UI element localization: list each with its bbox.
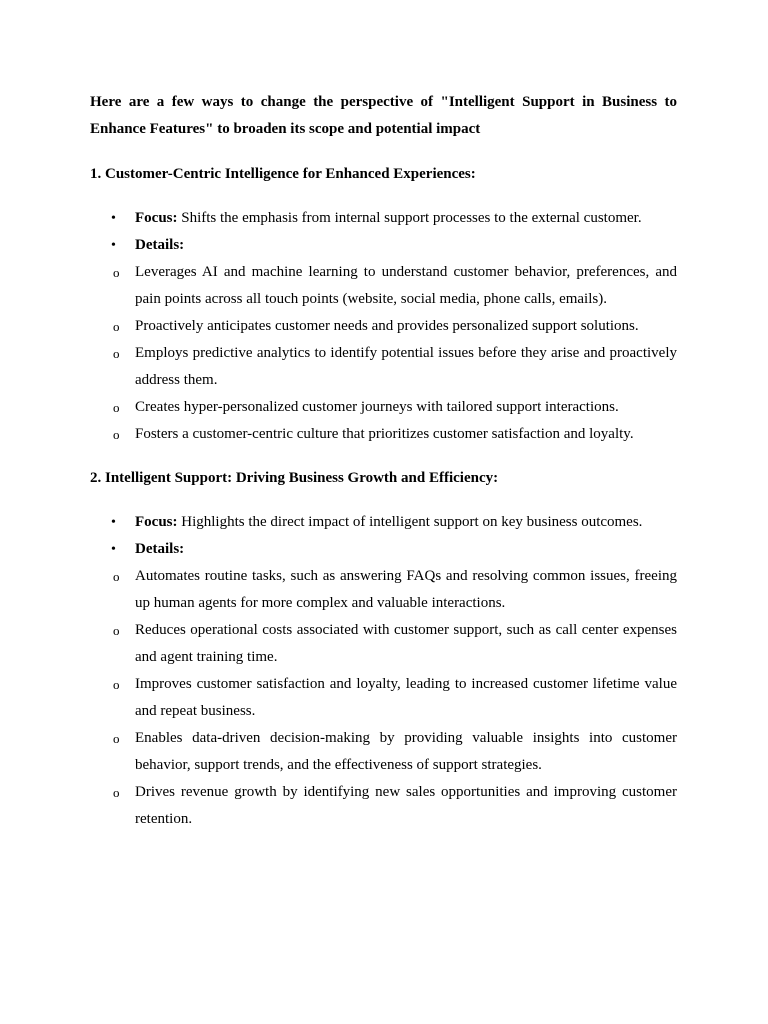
- sub-bullet-icon: o: [113, 319, 120, 334]
- sub-bullet-icon: o: [113, 677, 120, 692]
- section-1-list: [90, 205, 677, 259]
- detail-text: Reduces operational costs associated with customer support, such as call center expenses and agent training time.: [135, 622, 677, 665]
- list-item: [90, 671, 677, 725]
- focus-label: Focus:: [135, 514, 178, 530]
- list-item: [90, 313, 677, 340]
- document-page: [90, 89, 677, 833]
- list-item: [90, 617, 677, 671]
- sub-bullet-icon: o: [113, 265, 120, 280]
- sub-bullet-icon: o: [113, 785, 120, 800]
- detail-text: Enables data-driven decision-making by providing valuable insights into customer behavior, support trends, and the effectiveness of support strategies.: [135, 730, 677, 773]
- list-item: [90, 340, 677, 394]
- details-label: Details:: [135, 541, 185, 557]
- section-2-focus-item: [90, 509, 677, 536]
- detail-text: Fosters a customer-centric culture that prioritizes customer satisfaction and loyalty.: [135, 426, 634, 442]
- bullet-icon: •: [111, 238, 116, 253]
- section-2-heading: 2. Intelligent Support: Driving Business Growth and Efficiency:: [90, 470, 499, 486]
- detail-text: Proactively anticipates customer needs and provides personalized support solutions.: [135, 318, 639, 334]
- list-item: [90, 394, 677, 421]
- detail-text: Improves customer satisfaction and loyalty, leading to increased customer lifetime value and repeat business.: [135, 676, 677, 719]
- list-item: [90, 779, 677, 833]
- detail-text: Employs predictive analytics to identify potential issues before they arise and proactively address them.: [135, 345, 677, 388]
- sub-bullet-icon: o: [113, 569, 120, 584]
- detail-text: Drives revenue growth by identifying new sales opportunities and improving customer retention.: [135, 784, 677, 827]
- section-1-heading: 1. Customer-Centric Intelligence for Enhanced Experiences:: [90, 166, 476, 182]
- bullet-icon: •: [111, 542, 116, 557]
- section-1-details-item: [90, 232, 677, 259]
- section-2-details-list: [90, 563, 677, 833]
- focus-text: Shifts the emphasis from internal support processes to the external customer.: [177, 210, 642, 226]
- section-1-focus-item: [90, 205, 677, 232]
- sub-bullet-icon: o: [113, 427, 120, 442]
- focus-label: Focus:: [135, 210, 178, 226]
- focus-text: Highlights the direct impact of intelligent support on key business outcomes.: [177, 514, 643, 530]
- list-item: [90, 563, 677, 617]
- list-item: [90, 421, 677, 448]
- details-label: Details:: [135, 237, 185, 253]
- bullet-icon: •: [111, 211, 116, 226]
- list-item: [90, 725, 677, 779]
- intro-paragraph: Here are a few ways to change the perspective of "Intelligent Support in Business to Enhance Features" to broaden its scope and potential impact: [90, 94, 677, 137]
- list-item: [90, 259, 677, 313]
- section-2-details-item: [90, 536, 677, 563]
- detail-text: Automates routine tasks, such as answering FAQs and resolving common issues, freeing up human agents for more complex and valuable interactions.: [135, 568, 677, 611]
- sub-bullet-icon: o: [113, 400, 120, 415]
- detail-text: Creates hyper-personalized customer journeys with tailored support interactions.: [135, 399, 619, 415]
- sub-bullet-icon: o: [113, 731, 120, 746]
- sub-bullet-icon: o: [113, 346, 120, 361]
- section-1-details-list: [90, 259, 677, 448]
- section-2-list: [90, 509, 677, 563]
- detail-text: Leverages AI and machine learning to understand customer behavior, preferences, and pain points across all touch points (website, social media, phone calls, emails).: [135, 264, 677, 307]
- sub-bullet-icon: o: [113, 623, 120, 638]
- bullet-icon: •: [111, 515, 116, 530]
